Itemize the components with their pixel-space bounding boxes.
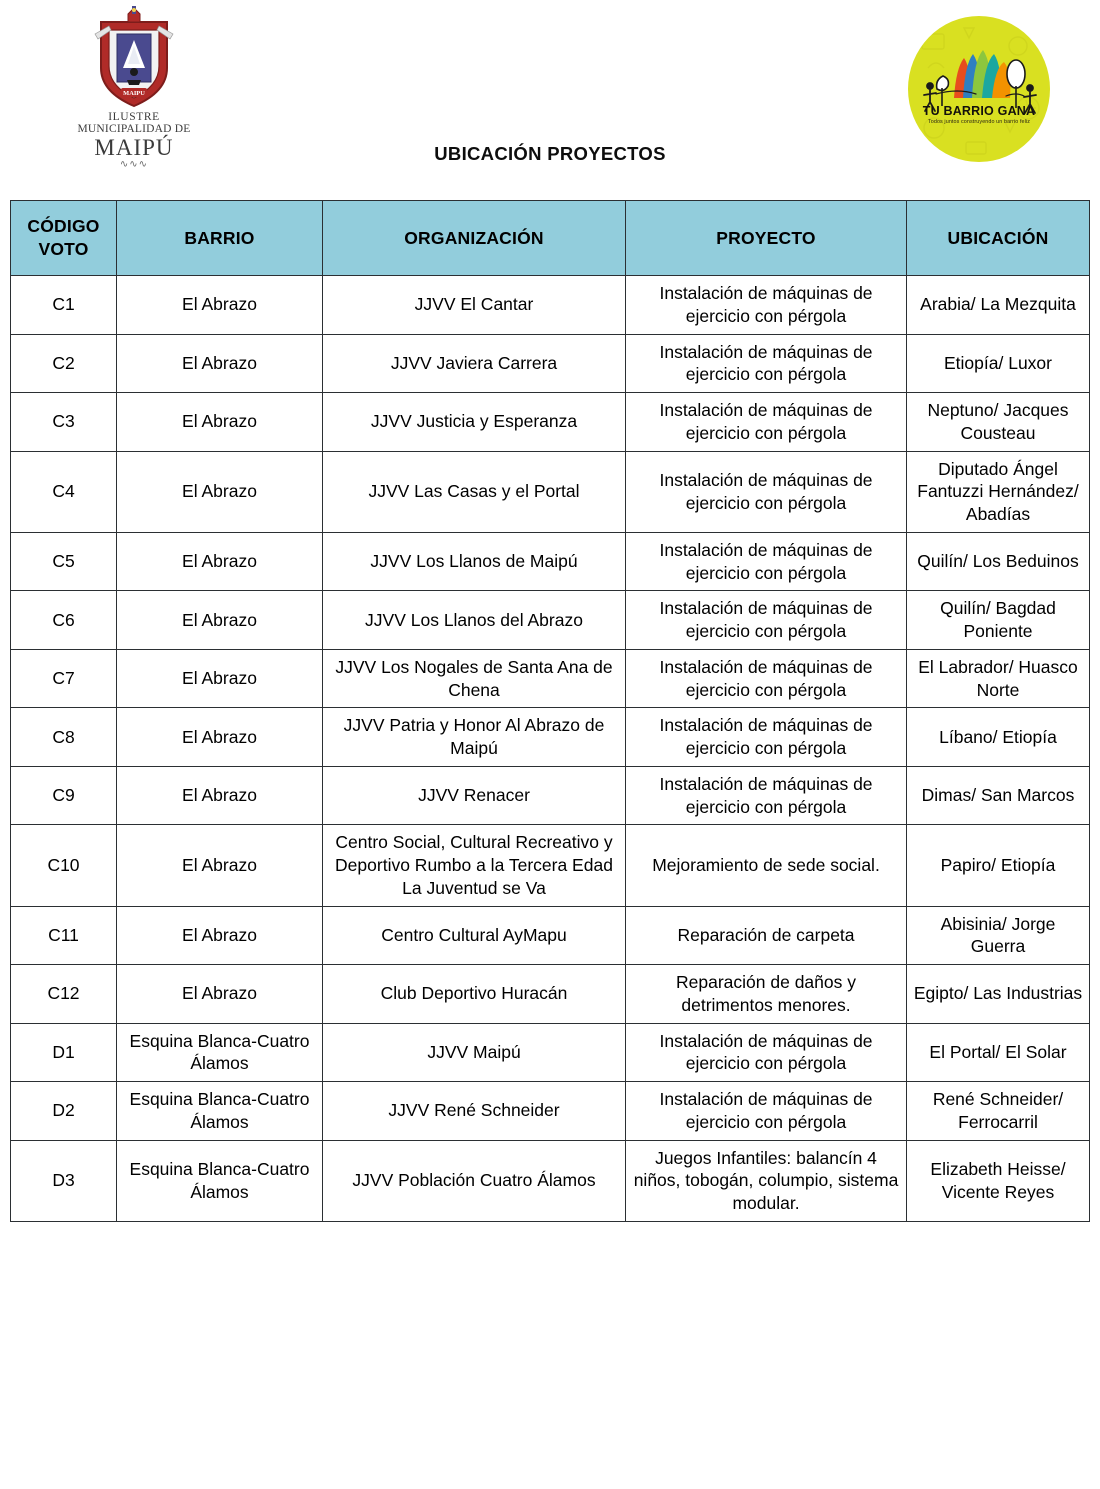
cell-ubicacion: Quilín/ Bagdad Poniente [907,591,1090,650]
cell-organizacion: JJVV René Schneider [323,1082,626,1141]
coat-of-arms-icon [91,6,177,110]
cell-barrio: El Abrazo [117,708,323,767]
cell-organizacion: JJVV Los Llanos del Abrazo [323,591,626,650]
column-header-proyecto: PROYECTO [626,201,907,276]
projects-table-container [10,200,1089,1222]
tu-barrio-gana-logo [908,16,1050,162]
crest-line-municipalidad: MUNICIPALIDAD DE [77,122,191,135]
cell-barrio: El Abrazo [117,649,323,708]
column-header-codigo-line1: CÓDIGO [27,216,100,237]
cell-proyecto: Instalación de máquinas de ejercicio con pérgola [626,591,907,650]
cell-barrio: Esquina Blanca-Cuatro Álamos [117,1023,323,1082]
cell-ubicacion: Elizabeth Heisse/ Vicente Reyes [907,1140,1090,1221]
cell-codigo-voto: C8 [11,708,117,767]
cell-ubicacion: Diputado Ángel Fantuzzi Hernández/ Abadías [907,451,1090,532]
cell-ubicacion: El Portal/ El Solar [907,1023,1090,1082]
cell-barrio: El Abrazo [117,532,323,591]
table-row [11,334,1090,393]
cell-barrio: Esquina Blanca-Cuatro Álamos [117,1082,323,1141]
cell-proyecto: Instalación de máquinas de ejercicio con pérgola [626,708,907,767]
table-row [11,649,1090,708]
table-row [11,532,1090,591]
barrio-logo-tagline: Todos juntos construyendo un barrio feliz [927,119,1031,125]
cell-codigo-voto: D2 [11,1082,117,1141]
community-houses-icon [908,16,1050,162]
table-row [11,1023,1090,1082]
table-row [11,591,1090,650]
cell-ubicacion: René Schneider/ Ferrocarril [907,1082,1090,1141]
cell-proyecto: Juegos Infantiles: balancín 4 niños, tobogán, columpio, sistema modular. [626,1140,907,1221]
cell-barrio: El Abrazo [117,965,323,1024]
cell-barrio: El Abrazo [117,451,323,532]
crest-line-maipu: MAIPÚ [94,134,174,160]
table-row [11,766,1090,825]
cell-codigo-voto: C5 [11,532,117,591]
cell-barrio: El Abrazo [117,334,323,393]
cell-codigo-voto: C4 [11,451,117,532]
cell-proyecto: Instalación de máquinas de ejercicio con pérgola [626,393,907,452]
cell-organizacion: JJVV Renacer [323,766,626,825]
table-header [11,201,1090,276]
cell-organizacion: JJVV Justicia y Esperanza [323,393,626,452]
cell-proyecto: Instalación de máquinas de ejercicio con pérgola [626,766,907,825]
cell-ubicacion: Abisinia/ Jorge Guerra [907,906,1090,965]
cell-codigo-voto: C2 [11,334,117,393]
cell-codigo-voto: C7 [11,649,117,708]
cell-organizacion: Centro Social, Cultural Recreativo y Deportivo Rumbo a la Tercera Edad La Juventud se Va [323,825,626,906]
cell-barrio: El Abrazo [117,825,323,906]
crest-line-ilustre: ILUSTRE [108,111,160,123]
cell-organizacion: JJVV Javiera Carrera [323,334,626,393]
cell-organizacion: JJVV Los Llanos de Maipú [323,532,626,591]
svg-text:MAIPU: MAIPU [123,90,145,97]
cell-ubicacion: Neptuno/ Jacques Cousteau [907,393,1090,452]
column-header-barrio: BARRIO [117,201,323,276]
table-row [11,276,1090,335]
cell-codigo-voto: D1 [11,1023,117,1082]
column-header-codigo-voto [11,201,117,276]
cell-proyecto: Instalación de máquinas de ejercicio con pérgola [626,532,907,591]
cell-organizacion: JJVV Maipú [323,1023,626,1082]
cell-organizacion: JJVV Las Casas y el Portal [323,451,626,532]
cell-organizacion: Centro Cultural AyMapu [323,906,626,965]
cell-proyecto: Instalación de máquinas de ejercicio con pérgola [626,1023,907,1082]
cell-ubicacion: Líbano/ Etiopía [907,708,1090,767]
table-row [11,1082,1090,1141]
cell-barrio: El Abrazo [117,393,323,452]
table-row [11,451,1090,532]
column-header-organizacion: ORGANIZACIÓN [323,201,626,276]
column-header-codigo-line2: VOTO [38,239,89,259]
table-row [11,825,1090,906]
cell-barrio: El Abrazo [117,276,323,335]
cell-organizacion: JJVV El Cantar [323,276,626,335]
cell-proyecto: Reparación de daños y detrimentos menores. [626,965,907,1024]
cell-codigo-voto: C6 [11,591,117,650]
cell-ubicacion: Egipto/ Las Industrias [907,965,1090,1024]
projects-table [10,200,1090,1222]
cell-ubicacion: Arabia/ La Mezquita [907,276,1090,335]
cell-organizacion: JJVV Población Cuatro Álamos [323,1140,626,1221]
cell-proyecto: Instalación de máquinas de ejercicio con pérgola [626,1082,907,1141]
table-row [11,393,1090,452]
cell-ubicacion: Etiopía/ Luxor [907,334,1090,393]
cell-proyecto: Instalación de máquinas de ejercicio con pérgola [626,334,907,393]
barrio-logo-brand: TU BARRIO GANA [922,104,1036,118]
document-header [0,0,1100,192]
cell-proyecto: Instalación de máquinas de ejercicio con pérgola [626,649,907,708]
cell-codigo-voto: C3 [11,393,117,452]
table-header-row [11,201,1090,276]
table-row [11,906,1090,965]
cell-proyecto: Mejoramiento de sede social. [626,825,907,906]
cell-ubicacion: Quilín/ Los Beduinos [907,532,1090,591]
cell-ubicacion: El Labrador/ Huasco Norte [907,649,1090,708]
cell-codigo-voto: C1 [11,276,117,335]
cell-codigo-voto: C11 [11,906,117,965]
crest-flourish: ∿∿∿ [119,158,149,170]
cell-codigo-voto: C9 [11,766,117,825]
column-header-ubicacion: UBICACIÓN [907,201,1090,276]
cell-proyecto: Instalación de máquinas de ejercicio con pérgola [626,276,907,335]
table-row [11,708,1090,767]
cell-proyecto: Reparación de carpeta [626,906,907,965]
cell-organizacion: Club Deportivo Huracán [323,965,626,1024]
cell-organizacion: JJVV Patria y Honor Al Abrazo de Maipú [323,708,626,767]
cell-barrio: El Abrazo [117,766,323,825]
cell-ubicacion: Papiro/ Etiopía [907,825,1090,906]
cell-codigo-voto: C10 [11,825,117,906]
cell-organizacion: JJVV Los Nogales de Santa Ana de Chena [323,649,626,708]
cell-codigo-voto: D3 [11,1140,117,1221]
cell-proyecto: Instalación de máquinas de ejercicio con pérgola [626,451,907,532]
table-body [11,276,1090,1222]
table-row [11,1140,1090,1221]
cell-codigo-voto: C12 [11,965,117,1024]
cell-ubicacion: Dimas/ San Marcos [907,766,1090,825]
cell-barrio: El Abrazo [117,591,323,650]
cell-barrio: El Abrazo [117,906,323,965]
page-title: UBICACIÓN PROYECTOS [434,143,666,164]
cell-barrio: Esquina Blanca-Cuatro Álamos [117,1140,323,1221]
table-row [11,965,1090,1024]
